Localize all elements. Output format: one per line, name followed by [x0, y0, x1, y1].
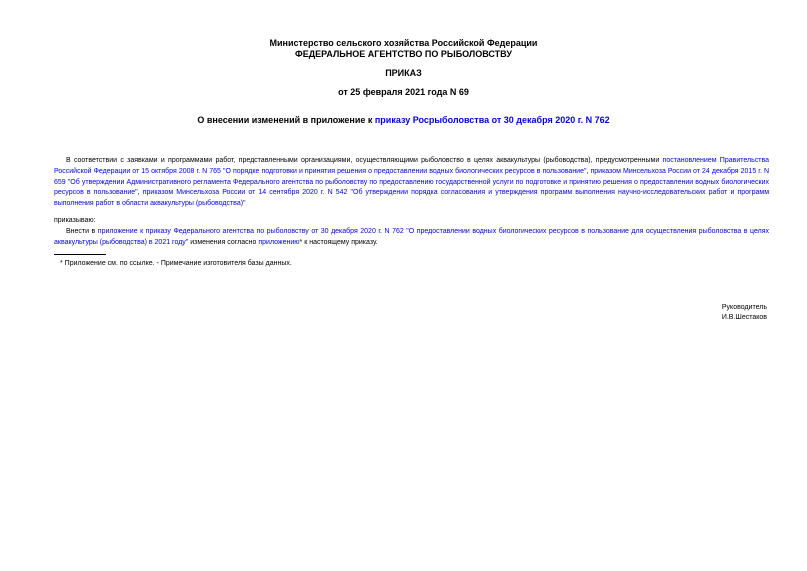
title-link-order-762[interactable]: приказу Росрыболовства от 30 декабря 2020 г. N 762	[374, 115, 610, 125]
paragraph-amendment	[54, 227, 769, 249]
link-order-659[interactable]: приказом Минсельхоза России от 24 декабря 2015 г. N 659 "Об утверждении Административного регламента Федерального агентства по рыболовству по предоставлению государственной услуги по подготовке и принятию решения о предоставлении водных биологических ресурсов в пользование"	[54, 167, 770, 197]
paragraph-basis	[54, 156, 769, 210]
link-appendix[interactable]: приложению	[258, 238, 300, 246]
footnote-note: * Приложение см. по ссылке. - Примечание изготовителя базы данных.	[60, 260, 292, 267]
signature-name: И.В.Шестаков	[721, 314, 767, 321]
link-appendix-order-762[interactable]: приложение к приказу Федерального агентства по рыболовству от 30 декабря 2020 г. N 762 "О предоставлении водных биологических ресурсов в пользование для осуществления рыболовства в целях аквакультуры (рыбоводства) в 2021 году"	[54, 228, 769, 246]
footnote-divider	[54, 254, 106, 255]
title-prefix: О внесении изменений в приложение к	[197, 115, 375, 125]
paragraph-basis-text-1: В соответствии с заявками и программами работ, представленными организациями, осуществляющими рыболовство в целях аквакультуры (рыбоводства), предусмотренными	[66, 157, 663, 164]
link-order-542[interactable]: приказом Минсельхоза России от 14 сентября 2020 г. N 542 "Об утверждении порядка согласования и утверждения программ выполнения научно-исследовательских работ и программ выполнения работ в области аквакультуры (рыбоводства)"	[54, 189, 770, 208]
paragraph-basis-text-2: ,	[586, 167, 591, 175]
document-date-number: от 25 февраля 2021 года N 69	[338, 87, 469, 97]
paragraph-basis-text-3: ,	[137, 189, 143, 197]
paragraph-amendment-text-3: * к настоящему приказу.	[299, 238, 378, 246]
link-resolution-765[interactable]: постановлением Правительства Российской Федерации от 15 октября 2008 г. N 765 "О порядке подготовки и принятия решения о предоставлении водных биологических ресурсов в пользование"	[54, 157, 769, 175]
paragraph-amendment-text-2: изменения согласно	[188, 238, 259, 246]
document-title	[0, 115, 807, 126]
signature-position: Руководитель	[721, 304, 767, 311]
ministry-name: Министерство сельского хозяйства Российской Федерации	[269, 38, 538, 48]
paragraph-amendment-text-1: Внести в	[66, 228, 98, 235]
order-word: приказываю:	[54, 217, 96, 224]
document-type: ПРИКАЗ	[385, 68, 422, 78]
agency-name: ФЕДЕРАЛЬНОЕ АГЕНТСТВО ПО РЫБОЛОВСТВУ	[295, 49, 512, 59]
